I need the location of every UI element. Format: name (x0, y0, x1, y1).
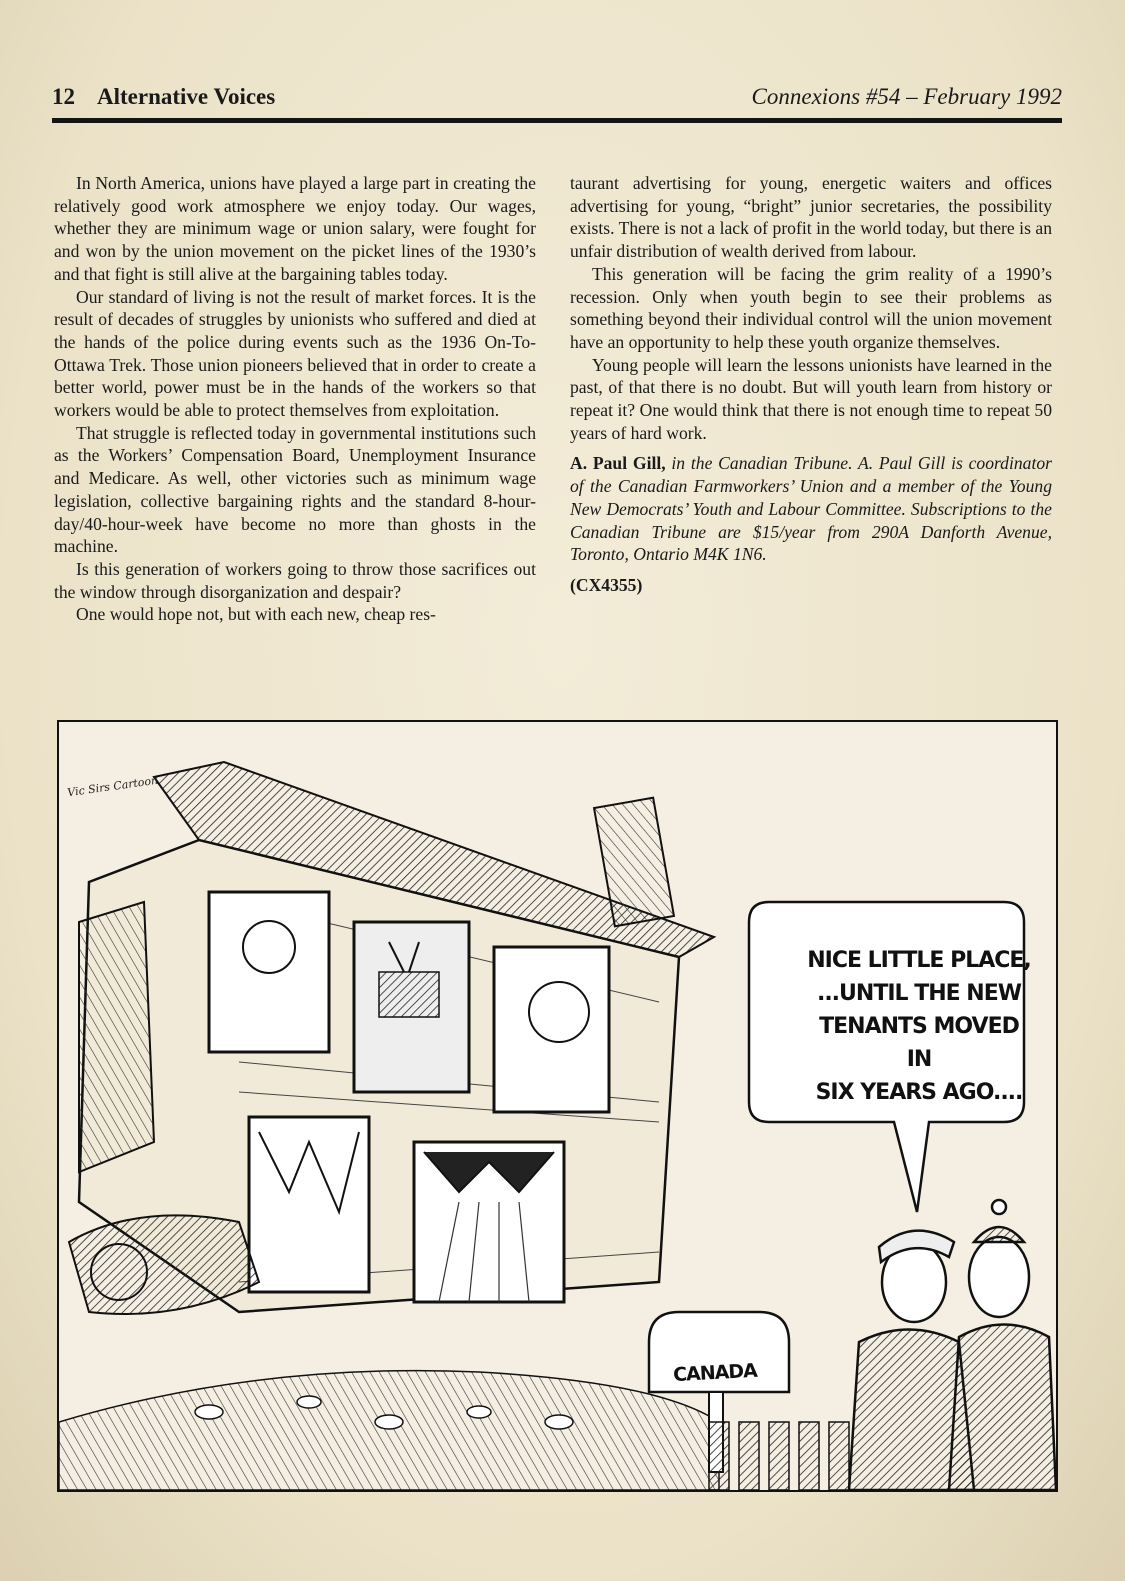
section-title: Alternative Voices (97, 84, 276, 109)
page-number: 12 (52, 84, 75, 109)
article-right-column (570, 172, 1052, 597)
paragraph: Is this generation of workers going to throw those sacrifices out the window through disorganization and despair? (54, 558, 536, 602)
broken-wall (79, 902, 154, 1172)
editorial-cartoon (57, 720, 1058, 1492)
paragraph: That struggle is reflected today in governmental institutions such as the Workers’ Compensation Board, Unemployment Insurance and Medicare. As well, other victories such as minimum wage legislation, collective bargaining rights and the standard 8-hour-day/40-hour-week have become no more than ghosts in the machine. (54, 422, 536, 557)
picket-fence (709, 1422, 849, 1490)
header-left (52, 84, 275, 110)
author-name: A. Paul Gill, (570, 453, 666, 474)
paragraph: One would hope not, but with each new, cheap res- (76, 604, 436, 625)
page-header (52, 84, 1062, 114)
author-credit (570, 452, 1052, 566)
paragraph: In North America, unions have played a large part in creating the relatively good work atmosphere we enjoy today. Our wages, whether they are minimum wage or union salary, were fought for and won by the union movement on the picket lines of the 1930’s and that fight is still alive at the bargaining tables today. (54, 173, 536, 284)
article-code: (CX4355) (570, 574, 643, 595)
window-right (494, 947, 609, 1112)
observer-2-head (969, 1237, 1029, 1317)
article-left-column (54, 172, 536, 626)
mailbox-label: CANADA (672, 1359, 758, 1387)
speech-bubble-text: NICE LITTLE PLACE, ...UNTIL THE NEW TENANTS MOVED IN SIX YEARS AGO.... (807, 948, 1031, 1105)
observer-2-body (949, 1325, 1056, 1491)
header-rule (52, 118, 1062, 123)
paragraph: This generation will be facing the grim reality of a 1990’s recession. Only when youth begin to see their problems as something beyond their individual control will the union movement have an opportunity to help these youth organize themselves. (570, 263, 1052, 352)
cartoonist-signature: Vic Sirs Cartoon (66, 773, 159, 800)
credit-text: in the Canadian Tribune. A. Paul Gill is coordinator of the Canadian Farmworkers’ Union and a member of the Young New Democrats’ Youth and Labour Committee. Subscriptions to the Canadian Tribune are $15/year from 290A Danforth Avenue, Toronto, Ontario M4K 1N6. (570, 453, 1052, 565)
paragraph: Young people will learn the lessons unionists have learned in the past, of that there is no doubt. But will youth learn from history or repeat it? One would think that there is not enough time to repeat 50 years of hard work. (570, 354, 1052, 443)
tv-set (379, 972, 439, 1017)
paragraph: taurant advertising for young, energetic waiters and offices advertising for young, “bright” junior secretaries, the possibility exists. There is not a lack of profit in the world today, but there is an unfair distribution of wealth derived from labour. (570, 173, 1052, 262)
publication-info: Connexions #54 – February 1992 (751, 84, 1062, 109)
paragraph: Our standard of living is not the result of market forces. It is the result of decades of struggles by unionists who suffered and died at the hands of the police during events such as the 1936 On-To-Ottawa Trek. Those union pioneers believed that in order to create a better world, power must be in the hands of the workers so that workers would be able to protect themselves from exploitation. (54, 286, 536, 421)
yard-ground (59, 1371, 719, 1490)
